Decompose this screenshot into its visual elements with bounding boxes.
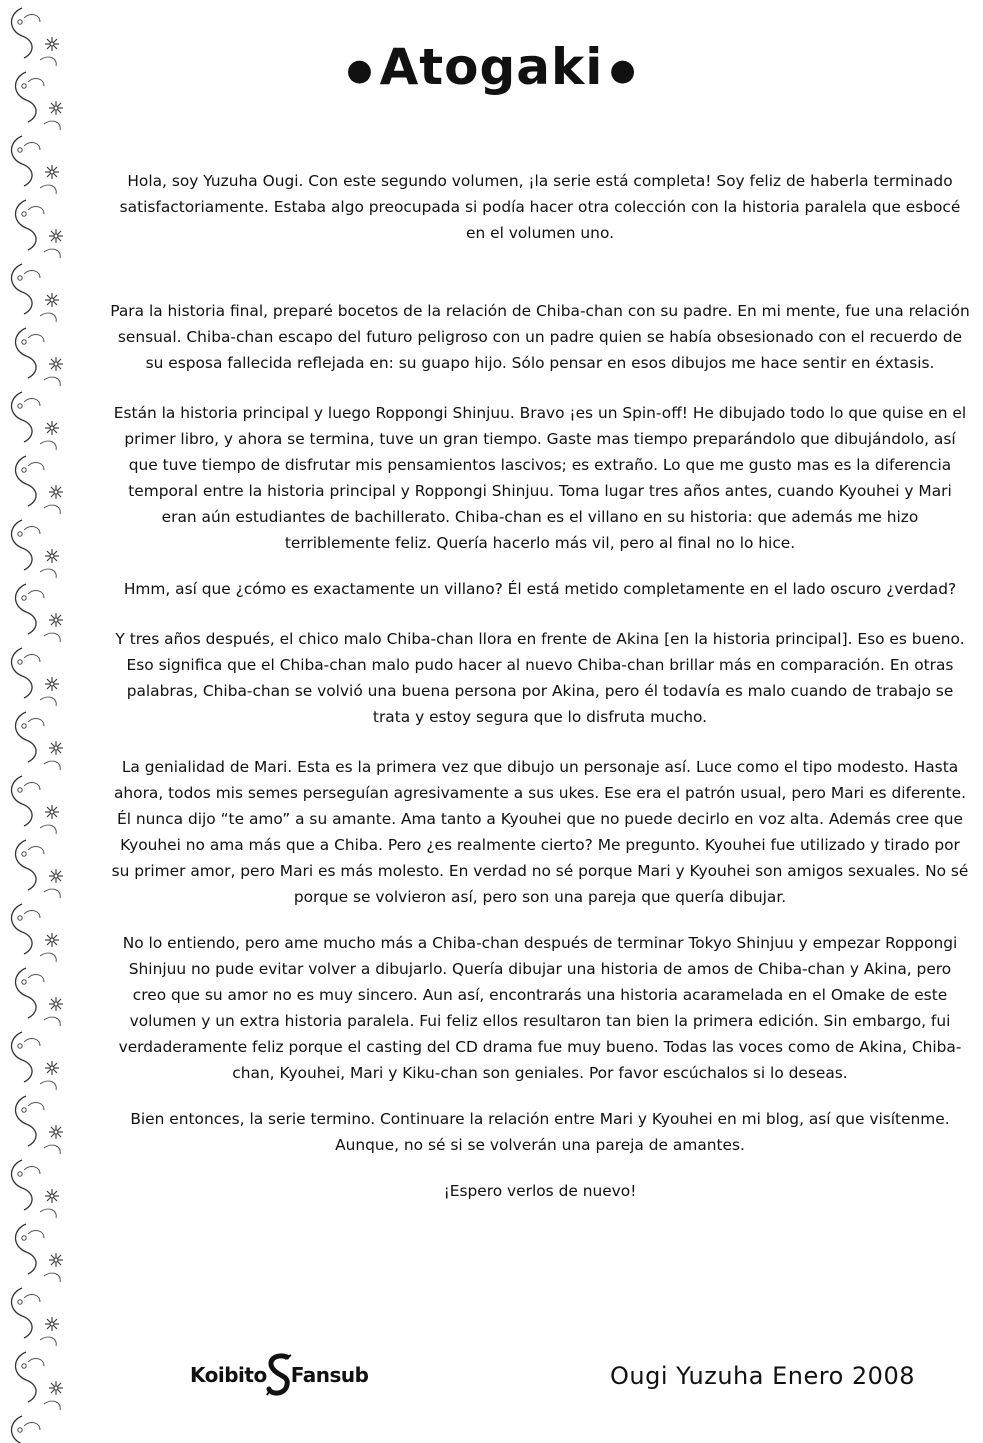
logo-right-text: Fansub <box>290 1363 369 1387</box>
floral-ornament-icon <box>12 520 60 578</box>
floral-ornament-icon <box>16 840 64 898</box>
dragon-s-icon <box>265 1351 293 1399</box>
paragraph: Hola, soy Yuzuha Ougi. Con este segundo volumen, ¡la serie está completa! Soy feliz de haberla terminado satisfactoriamente. Estaba algo preocupada si podía hacer otra colección con la historia paralela que esbocé en el volumen uno. <box>119 172 961 242</box>
floral-ornament-icon <box>16 584 64 642</box>
floral-ornament-icon <box>16 200 64 258</box>
floral-ornament-icon <box>16 328 64 386</box>
floral-ornament-icon <box>12 648 60 706</box>
paragraph: Hmm, así que ¿cómo es exactamente un villano? Él está metido completamente en el lado oscuro ¿verdad? <box>123 580 957 598</box>
floral-ornament-icon <box>12 136 60 194</box>
paragraph: Bien entonces, la serie termino. Continuare la relación entre Mari y Kyouhei en mi blog, así que visítenme. Aunque, no sé si se volverán una pareja de amantes. <box>130 1110 950 1154</box>
floral-ornament-icon <box>12 392 60 450</box>
bullet-dot-icon: ● <box>609 52 637 88</box>
floral-ornament-icon <box>12 1160 60 1218</box>
floral-ornament-icon <box>16 1096 64 1154</box>
paragraph: Están la historia principal y luego Roppongi Shinjuu. Bravo ¡es un Spin-off! He dibujado todo lo que quise en el primer libro, y ahora se termina, tuve un gran tiempo. Gaste mas tiempo preparándolo que dibujándolo, así que tuve tiempo de disfrutar mis pensamientos lascivos; es extraño. Lo que me gusto mas es la diferencia temporal entre la historia principal y Roppongi Shinjuu. Toma lugar tres años antes, cuando Kyouhei y Mari eran aún estudiantes de bachillerato. Chiba-chan es el villano en su historia: que además me hizo terriblemente feliz. Quería hacerlo más vil, pero al final no lo hice. <box>113 404 967 552</box>
page-title: ● Atogaki ● <box>346 38 637 96</box>
author-signature: Ougi Yuzuha Enero 2008 <box>610 1362 915 1390</box>
paragraph: Y tres años después, el chico malo Chiba-chan llora en frente de Akina [en la historia principal]. Eso es bueno. Eso significa que el Chiba-chan malo pudo hacer al nuevo Chiba-chan brillar más en comparación. En otras palabras, Chiba-chan se volvió una buena persona por Akina, pero él todavía es malo cuando de trabajo se trata y estoy segura que lo disfruta mucho. <box>115 630 965 726</box>
floral-ornament-icon <box>12 264 60 322</box>
floral-ornament-icon <box>16 1224 64 1282</box>
floral-ornament-icon <box>16 968 64 1026</box>
floral-ornament-icon <box>16 456 64 514</box>
paragraph: La genialidad de Mari. Esta es la primera vez que dibujo un personaje así. Luce como el tipo modesto. Hasta ahora, todos mis semes perseguían agresivamente a sus ukes. Ese era el patrón usual, pero Mari es diferente. Él nunca dijo “te amo” a su amante. Ama tanto a Kyouhei que no puede decirlo en voz alta. Además cree que Kyouhei no ama más que a Chiba. Pero ¿es realmente cierto? Me pregunto. Kyouhei fue utilizado y tirado por su primer amor, pero Mari es más molesto. En verdad no sé porque Mari y Kyouhei son amigos sexuales. No sé porque se volvieron así, pero son una pareja que quería dibujar. <box>111 758 969 906</box>
paragraph-closing: ¡Espero verlos de nuevo! <box>443 1182 637 1200</box>
logo-left-text: Koibito <box>190 1363 267 1387</box>
floral-ornament-icon <box>12 1288 60 1346</box>
floral-ornament-icon <box>16 712 64 770</box>
floral-ornament-icon <box>12 1416 60 1443</box>
decorative-floral-border <box>0 0 82 1443</box>
paragraph: Para la historia final, preparé bocetos de la relación de Chiba-chan con su padre. En mi mente, fue una relación sensual. Chiba-chan escapo del futuro peligroso con un padre quien se había obsesionado con el recuerdo de su esposa fallecida reflejada en: su guapo hijo. Sólo pensar en esos dibujos me hace sentir en éxtasis. <box>110 302 970 372</box>
floral-ornament-icon <box>12 904 60 962</box>
afterword-body <box>110 168 970 1204</box>
fansub-logo <box>190 1350 368 1400</box>
bullet-dot-icon: ● <box>346 52 374 88</box>
floral-ornament-icon <box>12 1032 60 1090</box>
floral-ornament-icon <box>16 1352 64 1410</box>
floral-ornament-icon <box>12 776 60 834</box>
paragraph: No lo entiendo, pero ame mucho más a Chiba-chan después de terminar Tokyo Shinjuu y empezar Roppongi Shinjuu no pude evitar volver a dibujarlo. Quería dibujar una historia de amos de Chiba-chan y Akina, pero creo que su amor no es muy sincero. Aun así, encontrarás una historia acaramelada en el Omake de este volumen y un extra historia paralela. Fui feliz ellos resultaron tan bien la primera edición. Sin embargo, fui verdaderamente feliz porque el casting del CD drama fue muy bueno. Todas las voces como de Akina, Chiba-chan, Kyouhei, Mari y Kiku-chan son geniales. Por favor escúchalos si lo deseas. <box>118 934 962 1082</box>
